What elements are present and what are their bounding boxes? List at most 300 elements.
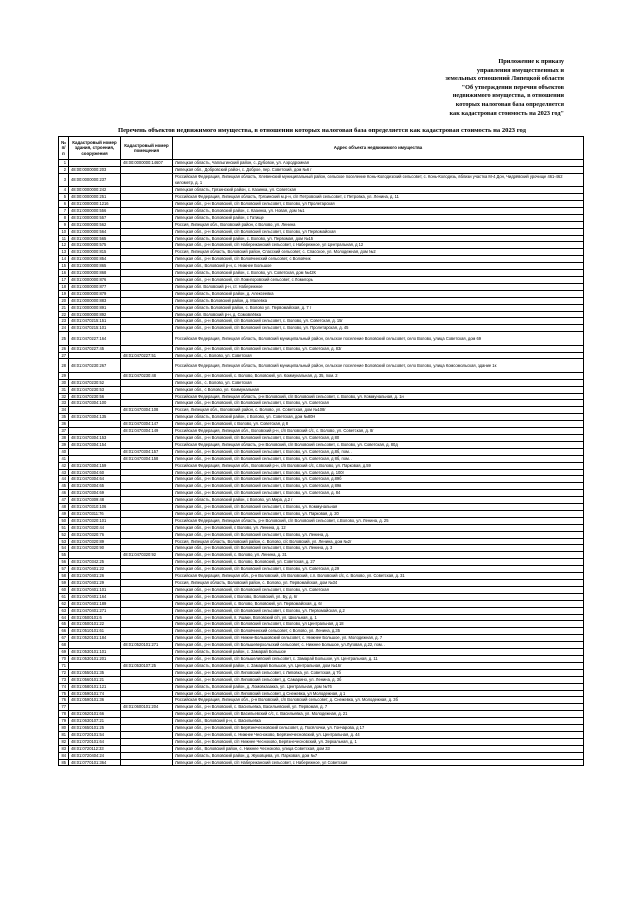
row-number: 34 [59, 407, 69, 414]
building-cadastral-number: 48:01:0580101:121 [69, 683, 121, 690]
row-number: 23 [59, 318, 69, 325]
building-cadastral-number: 48:01:0520101:184 [69, 635, 121, 642]
row-number: 19 [59, 290, 69, 297]
row-number: 64 [59, 614, 69, 621]
address: Липецкая обл., р-н Воловский, с. Волово, Воловский, ул. Коммунальная, д. 35, пом. 2 [173, 372, 584, 379]
address: Липецкая обл., р-н Воловский, с/п Ломигоровский сельсовет, с Ломигорь [173, 276, 584, 283]
table-row [59, 221, 584, 228]
building-cadastral-number: 48:01:0470320:89 [69, 538, 121, 545]
premises-cadastral-number [121, 345, 173, 352]
building-cadastral-number: 48:01:0470311:76 [69, 510, 121, 517]
table-row [59, 517, 584, 524]
address: Липецкая обл., р-н Воловский, с/п Воловский сельсовет, с Волово, ул Пролетарская [173, 201, 584, 208]
address: Липецкая обл., р-н Воловский, с/п Воловчинский сельсовет, с Волово, ул. Ленина, д.35 [173, 628, 584, 635]
premises-cadastral-number: 48:00:0000000:14607 [121, 160, 173, 167]
premises-cadastral-number: 48:01:0470320:92 [121, 552, 173, 559]
table-row [59, 173, 584, 186]
address: Липецкая обл., р-н Воловский, с. Волово, Воловский, ул. Первомайская, д. 6г [173, 600, 584, 607]
table-row [59, 297, 584, 304]
building-cadastral-number: 48:01:0470304:64 [69, 476, 121, 483]
building-cadastral-number: 48:01:0000000:877 [69, 283, 121, 290]
premises-cadastral-number [121, 490, 173, 497]
address: Липецкая обл., р-н Воловский, с/п Воловский сельсовет, с Волово, ул. Советская, д. 84 [173, 490, 584, 497]
row-number: 67 [59, 635, 69, 642]
table-row [59, 697, 584, 704]
building-cadastral-number: 48:01:0470227:45 [69, 345, 121, 352]
address: Липецкая обл., р-н Воловский, с. Васильевка, Васильевский, ул. Первомая, д. 7 [173, 704, 584, 711]
row-number: 77 [59, 704, 69, 711]
address: Липецкая обл., р-н Воловский, с Волово, Воловский, ул. Бу, д. 6г [173, 593, 584, 600]
row-number: 63 [59, 607, 69, 614]
table-row [59, 386, 584, 393]
table-row [59, 538, 584, 545]
address: Липецкая обл., р-н Воловский, с/п Липовский сельсовет, с Липовка, ул. Советская, д 7б [173, 669, 584, 676]
table-row [59, 270, 584, 277]
building-cadastral-number [69, 428, 121, 435]
address: Липецкая обл., р-н Воловский, с/п Набережанский сельсовет, с Набережное, ул Советская [173, 759, 584, 766]
premises-cadastral-number [121, 683, 173, 690]
premises-cadastral-number [121, 283, 173, 290]
table-row [59, 228, 584, 235]
premises-cadastral-number [121, 304, 173, 311]
building-cadastral-number: 48:01:0000000:892 [69, 311, 121, 318]
row-number: 29 [59, 372, 69, 379]
table-row [59, 725, 584, 732]
table-row [59, 283, 584, 290]
table-row [59, 201, 584, 208]
address: Липецкая область Воловский район, с. Волово ул. Первомайская, д. 7 г [173, 304, 584, 311]
premises-cadastral-number [121, 497, 173, 504]
row-number: 75 [59, 690, 69, 697]
table-row [59, 332, 584, 345]
address: Липецкая область, Воловский район, д. Ломовказакка, ул. Центральная, дом №76 [173, 683, 584, 690]
table-row [59, 586, 584, 593]
premises-cadastral-number [121, 441, 173, 448]
row-number: 52 [59, 531, 69, 538]
row-number: 24 [59, 325, 69, 332]
building-cadastral-number: 48:01:0500101:6 [69, 614, 121, 621]
building-cadastral-number: 48:01:0560101:21 [69, 676, 121, 683]
address: Российская Федерация, Липецкая область, Воловский муниципальный район, сельское поселение Воловский сельсовет, село Волово, улица Комсомольская, здание 1к [173, 359, 584, 372]
table-row [59, 421, 584, 428]
address: Липецкая обл., р-н Воловский, с Волово, ул. Ленина, д. 12 [173, 524, 584, 531]
table-row [59, 635, 584, 642]
building-cadastral-number: 48:00:0000000:237 [69, 173, 121, 186]
premises-cadastral-number [121, 697, 173, 704]
address: Липецкая обл., р-н Воловский, п. Ушаки, Воловский с/п, ул. Школьная, д. 1 [173, 614, 584, 621]
row-number: 17 [59, 276, 69, 283]
address: Россия, Липецкая обл., Воловский район, с Волово, ул. Ленина [173, 221, 584, 228]
address: Липецкая область, Воловский район, с Гатище [173, 214, 584, 221]
row-number: 79 [59, 718, 69, 725]
premises-cadastral-number [121, 566, 173, 573]
row-number: 26 [59, 345, 69, 352]
table-row [59, 759, 584, 766]
premises-cadastral-number [121, 607, 173, 614]
premises-cadastral-number [121, 655, 173, 662]
address: Липецкая область, Воловский район, с Волово, ул. Советская, дом №80Н [173, 414, 584, 421]
row-number: 60 [59, 586, 69, 593]
premises-cadastral-number [121, 545, 173, 552]
row-number: 71 [59, 662, 69, 669]
premises-cadastral-number [121, 228, 173, 235]
building-cadastral-number [69, 407, 121, 414]
address: Россия, Липецкая область, Воловский район, с. Волово, с/с Воловский, ул. Ленина, дом №2г [173, 538, 584, 545]
building-cadastral-number: 48:01:0470401:164 [69, 593, 121, 600]
property-register-table [58, 136, 584, 766]
premises-cadastral-number [121, 276, 173, 283]
building-cadastral-number: 48:01:0470342:25 [69, 559, 121, 566]
premises-cadastral-number: 48:01:0470227:51 [121, 352, 173, 359]
table-row [59, 662, 584, 669]
address: Российская Федерация, Липецкая область, р-н Воловский, с/п Воловский сельсовет, с. Волово, ул. Коммунальная, д. 1н [173, 393, 584, 400]
table-row [59, 400, 584, 407]
premises-cadastral-number: 48:01:0470304:108 [121, 407, 173, 414]
premises-cadastral-number [121, 332, 173, 345]
address: Липецкая обл., р-н Воловский, с/п Липовский сельсовет, д Снежевка, ул Молодежная, д 1 [173, 690, 584, 697]
row-number: 7 [59, 207, 69, 214]
table-row [59, 497, 584, 504]
building-cadastral-number [69, 160, 121, 167]
row-number: 58 [59, 573, 69, 580]
address: Россия, Липецкая область, Воловский район, Спасский сельсовет, с. Спасское, ул. Молодежная, дом №2 [173, 249, 584, 256]
premises-cadastral-number [121, 669, 173, 676]
row-number: 56 [59, 559, 69, 566]
address: Липецкая обл., р-н Воловский, с/п Воловский сельсовет, с Волово, ул. Ленина, д. [173, 531, 584, 538]
premises-cadastral-number [121, 690, 173, 697]
address: Липецкая обл., р-н Воловский, с/п Берёзнечесновский сельсовет, д. Посёлочки, ул. Гончарова, д 17 [173, 725, 584, 732]
address: Липецкая обл., р-н Воловский, с. Нижнее Чесноково, Берёзнечесновский, ул. Центральная, д. 44 [173, 731, 584, 738]
building-cadastral-number: 48:01:0470401:26 [69, 573, 121, 580]
building-cadastral-number: 48:01:0470310:106 [69, 504, 121, 511]
row-number: 4 [59, 187, 69, 194]
building-cadastral-number: 48:01:0770101:364 [69, 759, 121, 766]
row-number: 55 [59, 552, 69, 559]
address: Липецкая обл., р-н Воловский, с/п Воловский сельсовет, с Волово, ул. Советская, д.89б [173, 476, 584, 483]
appendix-line: управления имущественных и [476, 66, 564, 74]
building-cadastral-number: 48:01:0000000:891 [69, 304, 121, 311]
building-cadastral-number: 48:00:0000000:251 [69, 194, 121, 201]
table-row [59, 372, 584, 379]
premises-cadastral-number [121, 434, 173, 441]
premises-cadastral-number [121, 510, 173, 517]
address: Липецкая обл., р-н Воловский, с/п Воловский сельсовет, с Волово, ул. Советская, д 89в [173, 483, 584, 490]
building-cadastral-number: 48:01:0470304:153 [69, 434, 121, 441]
building-cadastral-number: 48:01:0500101:22 [69, 621, 121, 628]
building-cadastral-number: 48:01:0470304:135 [69, 414, 121, 421]
premises-cadastral-number [121, 379, 173, 386]
table-row [59, 614, 584, 621]
row-number: 48 [59, 504, 69, 511]
table-row [59, 345, 584, 352]
row-number: 82 [59, 738, 69, 745]
address: Липецкая область, Грязинский район, с. Казинка, ул. Советская [173, 187, 584, 194]
address: Липецкая обл., с. Волово, ул. Советская [173, 352, 584, 359]
building-cadastral-number: 48:01:0000000:556 [69, 207, 121, 214]
premises-cadastral-number [121, 221, 173, 228]
address: Липецкая обл., р-н Воловский, с/п Набережанский сельсовет, с Набережное, ул Центральная, д 12 [173, 242, 584, 249]
address: Липецкая обл., с. Волово, ул. Советская [173, 379, 584, 386]
premises-cadastral-number: 48:01:0530107:25 [121, 662, 173, 669]
table-row [59, 359, 584, 372]
row-number: 65 [59, 621, 69, 628]
table-row [59, 318, 584, 325]
row-number: 8 [59, 214, 69, 221]
table-row [59, 711, 584, 718]
table-row [59, 690, 584, 697]
building-cadastral-number: 48:01:0470215:101 [69, 325, 121, 332]
row-number: 31 [59, 386, 69, 393]
premises-cadastral-number [121, 414, 173, 421]
table-row [59, 573, 584, 580]
appendix-line: земельных отношений Липецкой области [445, 75, 564, 83]
address: Липецкая область, Воловский район, с. Замарай Большое, ул. Центральная, дом №16г [173, 662, 584, 669]
table-row [59, 580, 584, 587]
header-number: № п/п [59, 137, 69, 160]
row-number: 83 [59, 745, 69, 752]
row-number: 43 [59, 469, 69, 476]
table-body [59, 160, 584, 766]
address: Российская Федерация, Липецкая область, р-н Воловский, с/п Воловский сельсовет, с. Волово, ул. Советская, д. 80д [173, 441, 584, 448]
address: Липецкая область, Воловский район, д. Алексеевка [173, 290, 584, 297]
row-number: 46 [59, 490, 69, 497]
row-number: 18 [59, 283, 69, 290]
table-row [59, 414, 584, 421]
address: Липецкая обл., р-н Воловский, с/п Воловский сельсовет, с Волово, ул. Ленина, д. 3 [173, 545, 584, 552]
premises-cadastral-number [121, 711, 173, 718]
building-cadastral-number: 48:01:0470320:76 [69, 531, 121, 538]
table-row [59, 669, 584, 676]
premises-cadastral-number [121, 517, 173, 524]
table-row [59, 207, 584, 214]
row-number: 45 [59, 483, 69, 490]
building-cadastral-number: 48:01:0000000:565 [69, 235, 121, 242]
row-number: 9 [59, 221, 69, 228]
building-cadastral-number: 48:01:0000000:865 [69, 263, 121, 270]
row-number: 66 [59, 628, 69, 635]
table-row [59, 379, 584, 386]
table-row [59, 263, 584, 270]
building-cadastral-number: 48:01:0000000:854 [69, 256, 121, 263]
premises-cadastral-number [121, 207, 173, 214]
building-cadastral-number: 48:01:0590101:74 [69, 690, 121, 697]
premises-cadastral-number [121, 759, 173, 766]
address: Липецкая обл., Воловский р-н, с. Васильевка [173, 718, 584, 725]
premises-cadastral-number [121, 469, 173, 476]
table-row [59, 745, 584, 752]
building-cadastral-number: 48:01:0000000:557 [69, 214, 121, 221]
premises-cadastral-number [121, 311, 173, 318]
premises-cadastral-number [121, 290, 173, 297]
premises-cadastral-number [121, 538, 173, 545]
address: Липецкая обл., р-н Воловский, с/п Воловский сельсовет, с Волово, ул. Советская, д 80 [173, 434, 584, 441]
premises-cadastral-number [121, 318, 173, 325]
address: Липецкая обл., р-н Воловский, с/п Воловский сельсовет, с Волово, ул Центральная, д 18 [173, 621, 584, 628]
table-row [59, 752, 584, 759]
table-row [59, 235, 584, 242]
premises-cadastral-number: 48:01:0470230:48 [121, 372, 173, 379]
building-cadastral-number: 48:01:0470304:154 [69, 441, 121, 448]
building-cadastral-number [69, 352, 121, 359]
building-cadastral-number: 48:01:0470401:29 [69, 580, 121, 587]
table-row [59, 559, 584, 566]
building-cadastral-number: 48:01:0470230:52 [69, 379, 121, 386]
table-row [59, 676, 584, 683]
building-cadastral-number: 48:01:0530101:201 [69, 655, 121, 662]
building-cadastral-number [69, 448, 121, 455]
address: Липецкая обл., Воловский район, с. Нижнее Чесноково, улица Советская, дом 33 [173, 745, 584, 752]
row-number: 62 [59, 600, 69, 607]
building-cadastral-number: 48:01:0470401:189 [69, 600, 121, 607]
table-row [59, 352, 584, 359]
address: Липецкая область, Воловский район, с. Волово, ул. Первомая, дом №15 [173, 235, 584, 242]
address: Российская Федерация, Липецкая область, Грязинский м.р-н, с/п Петровский сельсовет, с Петровка, ул. Ленина, д. 11 [173, 194, 584, 201]
address: Липецкая область, Воловский район, д. Жуковцева, ул. Парковая, дом №7 [173, 752, 584, 759]
address: Липецкая обл. Воловский р-н, ст. Набережное [173, 283, 584, 290]
premises-cadastral-number [121, 214, 173, 221]
row-number: 14 [59, 256, 69, 263]
table-row [59, 256, 584, 263]
address: Липецкая обл., р-н Воловский, с. Волово, Воловский, ул. Советская, д. 27 [173, 559, 584, 566]
building-cadastral-number: 48:01:0720404:24 [69, 752, 121, 759]
building-cadastral-number: 48:01:0000000:1216 [69, 201, 121, 208]
address: Липецкая обл., Воловский р-н, с. Нижнее Большое [173, 263, 584, 270]
premises-cadastral-number [121, 325, 173, 332]
address: Липецкая обл., р-н Воловский, с/п Большеверхольский сельсовет, с. Нижнее Большое, ул.Луговая, д.22, пом. . [173, 642, 584, 649]
row-number: 30 [59, 379, 69, 386]
row-number: 61 [59, 593, 69, 600]
table-row [59, 593, 584, 600]
table-row [59, 655, 584, 662]
address: Липецкая область, Воловский район, с. Замарай Большое [173, 649, 584, 656]
building-cadastral-number: 48:01:0630107:21 [69, 718, 121, 725]
row-number: 35 [59, 414, 69, 421]
building-cadastral-number: 48:00:0000000:203 [69, 166, 121, 173]
premises-cadastral-number [121, 173, 173, 186]
table-row [59, 531, 584, 538]
premises-cadastral-number [121, 400, 173, 407]
address: Российская Федерация, Липецкая обл., Воловский р-н, с/п Воловский с/с, с.Волово, ул. Парковая, д.59 [173, 462, 584, 469]
premises-cadastral-number [121, 573, 173, 580]
row-number: 76 [59, 697, 69, 704]
premises-cadastral-number [121, 194, 173, 201]
row-number: 69 [59, 649, 69, 656]
address: Липецкая обл., р-н Воловский, с/п Воловский сельсовет, с. Волово, ул. Советская, д. 15г [173, 318, 584, 325]
table-row [59, 325, 584, 332]
address: Липецкая обл., р-н Воловский, с/п Воловчинский сельсовет, с Воловчик [173, 256, 584, 263]
row-number: 38 [59, 434, 69, 441]
address: Липецкая обл., р-н Воловский, с/п Воловский сельсовет, с Волово, ул. Советская, д.29 [173, 566, 584, 573]
row-number: 13 [59, 249, 69, 256]
premises-cadastral-number [121, 725, 173, 732]
table-row [59, 434, 584, 441]
premises-cadastral-number [121, 676, 173, 683]
row-number: 73 [59, 676, 69, 683]
building-cadastral-number: 48:01:0000000:562 [69, 221, 121, 228]
premises-cadastral-number [121, 559, 173, 566]
premises-cadastral-number [121, 359, 173, 372]
row-number: 78 [59, 711, 69, 718]
address: Липецкая обл., р-н Воловский, с/п Воловский сельсовет, с Волово, ул. Советская [173, 586, 584, 593]
address: Российская Федерация, Липецкая обл., Воловский р-н, с/п Воловский с/с, с. Волово, ул. Советская, д. 8г [173, 428, 584, 435]
building-cadastral-number: 48:01:0470304:159 [69, 462, 121, 469]
address: Липецкая обл., р-н Воловский, с/п Воловский сельсовет, с Волово, ул. Советская [173, 400, 584, 407]
premises-cadastral-number [121, 649, 173, 656]
premises-cadastral-number [121, 586, 173, 593]
row-number: 41 [59, 455, 69, 462]
premises-cadastral-number: 48:01:0600101:204 [121, 704, 173, 711]
table-row [59, 552, 584, 559]
building-cadastral-number: 48:01:0000000:815 [69, 249, 121, 256]
address: Липецкая обл., р-н Воловский, с/п Воловский сельсовет, с Волово, ул Первомайская [173, 228, 584, 235]
table-row [59, 731, 584, 738]
address: Российская Федерация, Липецкая область, р-н Воловский, с/п Воловский сельсовет, с.Волово, ул. Ленина, д. 25 [173, 517, 584, 524]
premises-cadastral-number [121, 524, 173, 531]
premises-cadastral-number [121, 235, 173, 242]
table-row [59, 187, 584, 194]
row-number: 27 [59, 352, 69, 359]
premises-cadastral-number: 48:01:0470304:147 [121, 421, 173, 428]
address: Липецкая обл. Воловский р-н, д. Сомовлёвка [173, 311, 584, 318]
address: Российская Федерация, Липецкая область, Хлевенский муниципальный район, сельское поселение Конь-Колодезский сельсовет, с. Конь-Колодезь, вблизи участка М-4 Дон, Чидрёвский урочище 461-462 километр, д. 1 [173, 173, 584, 186]
row-number: 72 [59, 669, 69, 676]
building-cadastral-number: 48:01:0510101:61 [69, 628, 121, 635]
table-row [59, 476, 584, 483]
table-row [59, 469, 584, 476]
table-header-row [59, 137, 584, 160]
row-number: 2 [59, 166, 69, 173]
row-number: 54 [59, 545, 69, 552]
premises-cadastral-number [121, 297, 173, 304]
address: Российская Федерация, Липецкая область, Воловский муниципальный район, сельское поселение Воловский сельсовет, село Волово, улица Советская, дом 69 [173, 332, 584, 345]
building-cadastral-number: 48:01:0470304:69 [69, 490, 121, 497]
address: Липецкая обл., р-н Воловский, с/п Нижнее Чесноково, Берёзнечесновский, ул. Зеркальная, д. 1 [173, 738, 584, 745]
row-number: 40 [59, 448, 69, 455]
building-cadastral-number: 48:01:0470230:53 [69, 386, 121, 393]
row-number: 50 [59, 517, 69, 524]
row-number: 12 [59, 242, 69, 249]
table-row [59, 441, 584, 448]
table-row [59, 276, 584, 283]
premises-cadastral-number [121, 731, 173, 738]
table-row [59, 607, 584, 614]
row-number: 53 [59, 538, 69, 545]
table-row [59, 483, 584, 490]
row-number: 6 [59, 201, 69, 208]
building-cadastral-number [69, 421, 121, 428]
row-number: 36 [59, 421, 69, 428]
appendix-line: Приложение к приказу [498, 58, 564, 65]
address: Липецкая обл., р-н Воловский, с. Волово, ул. Ленина, д. 31 [173, 552, 584, 559]
premises-cadastral-number [121, 270, 173, 277]
building-cadastral-number: 48:01:0720101:64 [69, 738, 121, 745]
building-cadastral-number: 48:01:0470320:90 [69, 545, 121, 552]
row-number: 51 [59, 524, 69, 531]
premises-cadastral-number [121, 386, 173, 393]
row-number: 10 [59, 228, 69, 235]
premises-cadastral-number [121, 462, 173, 469]
table-row [59, 311, 584, 318]
table-row [59, 566, 584, 573]
premises-cadastral-number: 48:01:0470304:149 [121, 428, 173, 435]
address: Липецкая обл., с Волово, ул. Коммунальная [173, 386, 584, 393]
building-cadastral-number: 48:01:0550101:35 [69, 669, 121, 676]
premises-cadastral-number [121, 166, 173, 173]
row-number: 3 [59, 173, 69, 186]
premises-cadastral-number [121, 752, 173, 759]
table-row [59, 621, 584, 628]
premises-cadastral-number [121, 628, 173, 635]
